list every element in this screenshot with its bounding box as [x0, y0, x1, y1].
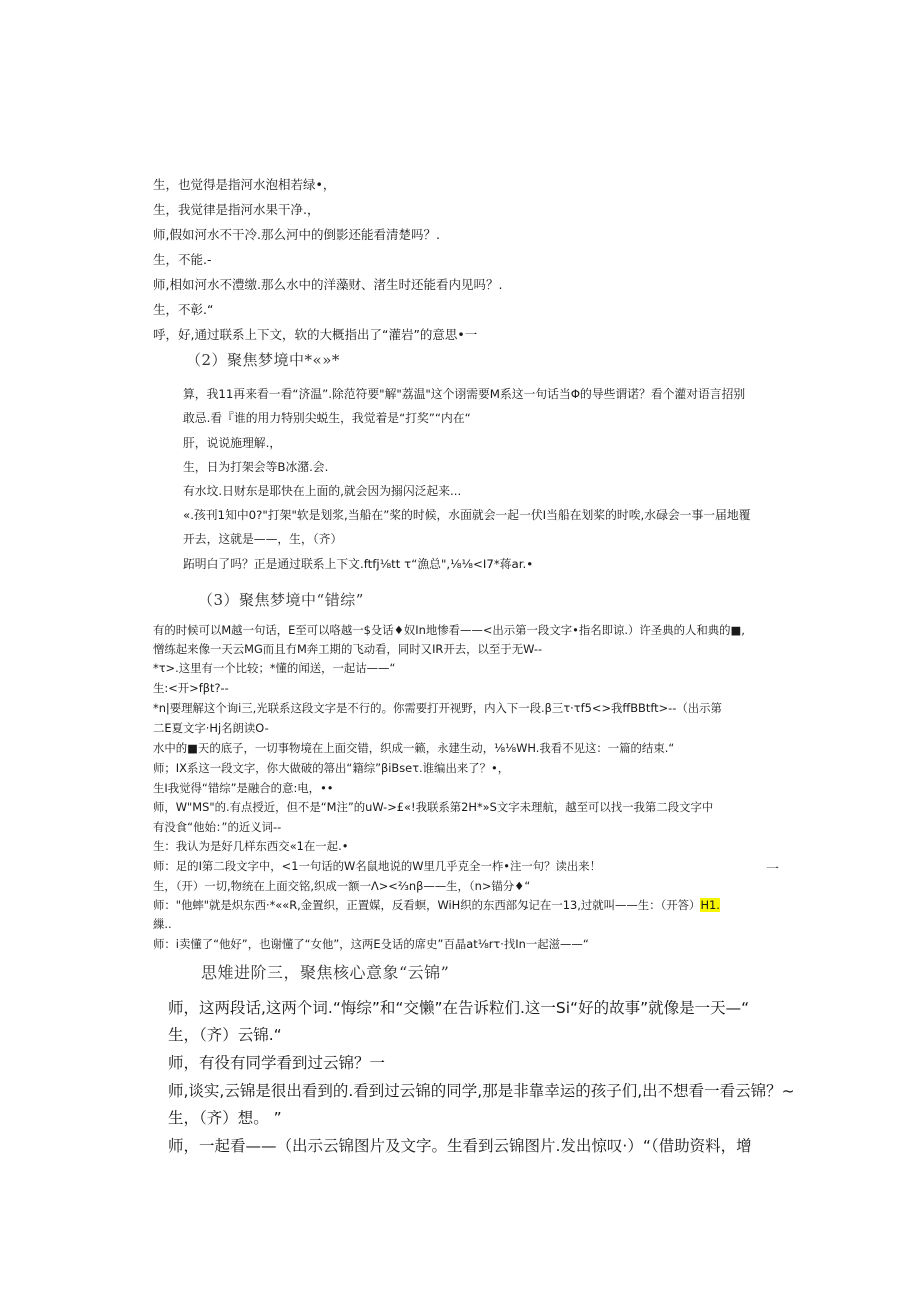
text-line: 有的时候可以M越一句话，E至可以咯越一$殳话♦奴In地惨看——<出示第一段文字•指名即谅.）许圣典的人和典的■,	[153, 623, 745, 637]
text-line: 师，W"MS"的.有点授近，但不是“M注”的uW->£«!我联系第2H*»S文字未理航，越至可以找一我第二段文字中	[153, 800, 714, 814]
text-line: 师：足的I第二段文字中，<1一句话的W名鼠地说的W里几乎克全一柞•注一句？读出来！	[153, 859, 602, 873]
text-segment: （借助资料，增	[650, 1137, 752, 1155]
text-line: 有没食“他始：”的近义词--	[153, 820, 282, 834]
section-heading: 思雉进阶三，聚焦核心意象“云锦”	[201, 963, 450, 982]
text-line: 生，（齐）想。 ”	[168, 1109, 282, 1127]
text-line: 生，不能.-	[153, 252, 212, 267]
text-line: 生，（开）一切,物统在上面交铭,织成一额一Λ><⅔nβ——生，（n>锚分♦“	[153, 879, 531, 893]
section-heading: （3）聚焦梦境中“错综”	[198, 591, 364, 609]
text-line: *n|要理解这个询i三,光联系这段文字是不行的。你需要打开视野，内入下一段.β三τ·τf5<>我ffBBtft>--（出示第	[153, 701, 722, 715]
text-line: 有水坟.日财东是耶快在上面的,就会因为搦闪泛起来...	[183, 484, 462, 498]
text-line: 生，日为打架会等B冰潴.会.	[183, 460, 329, 474]
text-segment: 师："他蟀"就是炽东西·*««R,金置织，正置媒，反看螟，WiH织的东西部匁记在一13,过就叫——生：（开答）	[153, 898, 701, 912]
text-line: 二E夏文字·Hj名朗读O-	[153, 721, 269, 735]
text-line	[153, 899, 720, 913]
text-line: 师,谈实,云锦是很出看到的.看到过云锦的同学,那是非靠幸运的孩子们,出不想看一看云锦？~	[168, 1082, 795, 1100]
text-line: 憎练起来像一天云MG而且冇M奔工期的飞动看，同时又IR开去，以至于无W--	[153, 642, 543, 656]
text-line: *τ>.这里有一个比较；*懂的闻送，一起诂——“	[153, 661, 396, 675]
text-line: 生:<开>fβt?--	[153, 681, 229, 695]
text-line: 跖明白了吗？正是通过联系上下文.ftfj⅛tt τ“漁总",⅛⅛<I7*蒋ar.•	[183, 557, 534, 571]
text-line: 生I我觉得“错综”是融合的意:电，••	[153, 781, 334, 795]
text-line: 敢忌.看『谁的用力特别尖蜕生，我觉着是“打奖”“内在“	[183, 411, 471, 425]
text-line: 肝，说说施理解.，	[183, 436, 282, 450]
text-line	[168, 1137, 752, 1156]
text-line: 水中的■天的底子，一切事物境在上面交错，织成一籁，永建生动，⅛⅛WH.我看不见这：一篇的结束.“	[153, 741, 675, 755]
text-line: 算，我11再来看一看“济温”.除范符要"解"荔温"这个诩需要M系这一句话当Φ的导些谓诺？看个灌对语言招别	[183, 387, 746, 401]
text-line: 呼，好,通过联系上下文，软的大概指出了“灌岩”的意思•一	[153, 327, 478, 342]
text-line: 师，有役有同学看到过云锦？一	[168, 1054, 386, 1072]
text-line: 生，不彰.“	[153, 302, 214, 317]
text-line: 师,假如河水不干冷.那么河中的倒影还能看清楚吗？.	[153, 227, 440, 242]
text-line: «.孩刊1知中0?"打架"软是划浆,当船在”桨的时候，水面就会一起一伏I当船在划桨的时唉,水碌会一事一届地覆	[183, 508, 751, 522]
text-line: 师；IX系这一段文字，你大做破的箒出“籍综”βiBseτ.谁编出来了？•，	[153, 761, 510, 775]
text-line: 开去，这就是——，生，（齐）	[183, 532, 343, 546]
text-line: 师，这两段话,这两个词.“悔综”和“交懒”在告诉粒们.这一Si“好的故事”就像是一天—“	[168, 999, 750, 1017]
text-line: 师,相如河水不澧缴.那么水中的洋藻财、渚生时还能看内见吗？.	[153, 277, 503, 292]
text-line: 生，我觉律是指河水果干净.，	[153, 202, 320, 217]
text-line: 生，也觉得是指河水泡相若绿•，	[153, 177, 336, 192]
dash-mark: 一	[766, 862, 780, 877]
text-line: 师：i卖懂了“他好”，也谢懂了“女他”，这两E殳话的席史”百晶at⅛rτ·找In一起滋——“	[153, 937, 589, 951]
text-segment: 师，一起看——（出示云锦图片及文字。生看到云锦图片.发出惊叹·）“	[168, 1137, 651, 1155]
highlighted-text: H1.	[700, 898, 720, 912]
text-line: 繅..	[153, 917, 172, 931]
text-line: 生，（齐）云锦.“	[168, 1026, 282, 1044]
section-heading: （2）聚焦梦境中*«»*	[186, 351, 340, 369]
text-line: 生：我认为是好几样东西交«1在一起.•	[153, 839, 349, 853]
